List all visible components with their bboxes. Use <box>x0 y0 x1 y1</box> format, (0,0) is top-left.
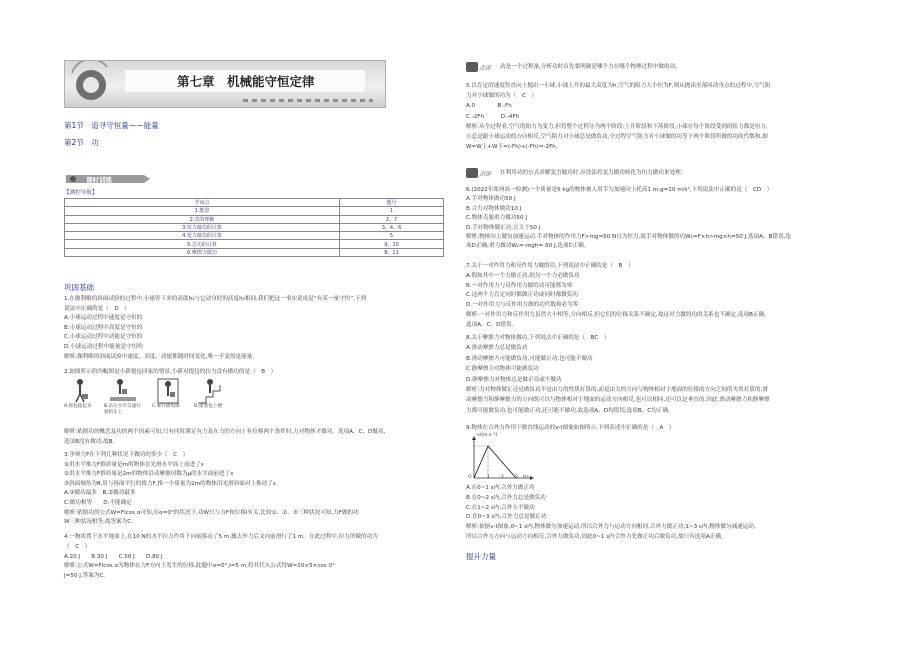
consolidate-heading: 巩固基础 <box>64 283 94 292</box>
course-training-badge <box>64 173 152 185</box>
figure-c-elevator-icon <box>156 378 180 404</box>
nav-header-number: 题号 <box>340 199 444 207</box>
text-line: A.0 B.-Fh <box>466 103 512 110</box>
text-line: ②用水平推力F推质量是2m的物体沿动摩擦因数为μ的水平面前进了s <box>64 471 234 478</box>
note-1: 功是一个过程量,分析功时首先要明确是哪个力在哪个物理过程中做的功。 <box>500 64 681 70</box>
text-line: C.静摩擦力对物体可能做负功 <box>466 366 539 373</box>
dianping-badge-2 <box>466 168 500 178</box>
text-line: 3.争辩力F在下列几种状况下做功的多少（ C ） <box>64 452 189 458</box>
figure-b-caption: B.站在水平匀速行驶的车上 <box>104 404 141 415</box>
course-training-label: 课时训练 <box>86 176 112 184</box>
text-line: 动摩擦力和静摩擦力的方向既可以与物体相对于地面的运动方向相反,也可以相同,还可以是垂直的,因此,滑动摩擦力和静摩擦 <box>466 397 770 404</box>
table-row <box>65 215 444 223</box>
nav-cell: 9、10 <box>340 240 444 248</box>
text-line: B.合力对物体做功10 J <box>466 205 522 212</box>
text-line: 解析:从全过程看,空气的阻力为变力,但将整个过程分为两个阶段:上升阶段和下落阶段,小球在每个阶段受到的阻力都是恒力, <box>466 123 768 130</box>
text-line: C.这两个力肯定同时都做正功或同时都做负功 <box>466 292 578 299</box>
graph-origin: O <box>468 475 472 480</box>
text-line: D.小球运动过程中能量是守恒的 <box>64 344 143 350</box>
dianping-badge-1 <box>466 62 500 72</box>
text-line: 说法中正确的是（ D ） <box>64 305 130 312</box>
nav-cell: 5 <box>340 232 444 240</box>
text-line: C.小球运动过程中动能是守恒的 <box>64 334 143 341</box>
text-line: 解析:伽利略的斜面试验中速度、高度、动能都随时间变化,唯一不变的是能量。 <box>64 353 258 360</box>
table-row <box>65 207 444 215</box>
table-row <box>65 223 444 231</box>
figure-a-person-icon <box>68 378 92 404</box>
text-line: 且总是跟小球运动的方向相反,空气阻力对小球总是做负功,全过程空气阻力对小球做的功等于两个阶段所做的功的代数和,即 <box>466 134 768 140</box>
dianping-label-1: 点评 <box>479 65 492 72</box>
nav-header-topic: 学问点 <box>65 199 340 207</box>
text-line: 解析:公式W=Flcos α为物体在力F方向上发生的位移,此题中α=0°,l=5 m,将其代入公式得W=10×5×cos 0° <box>64 563 335 570</box>
comment-icon <box>466 62 478 72</box>
nav-cell: 3、4、6 <box>340 223 444 231</box>
question-2-figures <box>64 378 244 418</box>
text-line: 8.关于摩擦力对物体做功,下列说法中正确的是（ BC ） <box>466 335 610 341</box>
text-line: C.在1~2 s内,合外力不做功 <box>466 504 535 511</box>
table-row <box>65 232 444 240</box>
text-line: 5.以肯定的速度竖直向上抛出一小球,小球上升的最大高度为h,空气的阻力大小恒为F,则从抛出至落回动身点的过程中,空气阻 <box>466 83 771 89</box>
section-2-title: 第2节 功 <box>64 138 99 147</box>
text-line: 1.在伽利略的斜面试验的过程中,小球停下来的高度h₁与它动身时的高度h₂相同,我们把这一事实说成是“有某一量守恒”,下列 <box>64 296 367 302</box>
table-row <box>65 199 444 207</box>
text-line: 解析:依据功的公式W=Flcos α可知,在α=0°的状况下,功W只与力F和位移l有关,比较①、②、③三种状况可知,力F做的功 <box>64 509 359 516</box>
text-line: A.滑动摩擦力总是做负功 <box>466 345 528 352</box>
nav-table <box>64 198 444 257</box>
graph-tick-3: 3 <box>515 475 518 480</box>
text-line: A.20 J B.30 J C.50 J D.80 J <box>64 553 163 560</box>
text-line: A.假如其中一个力做正功,则另一个力必做负功 <box>466 272 580 279</box>
text-line: 项D正确;重力做功W₂=-mgh=-50 J,选项C正确。 <box>466 243 590 250</box>
chapter-title: 第七章 机械能守恒定律 <box>177 74 315 89</box>
text-line: 解析:依据v-t图象,0~1 s内,物体做匀加速运动,所以合外力与运动方向相同,合外力做正功;1~3 s内,物体做匀减速运动, <box>466 524 756 531</box>
text-line: 力对小球做的功为（ C ） <box>466 93 538 100</box>
text-line: D.在0~3 s内,合外力总是做正功 <box>466 514 547 521</box>
text-line: C.物体克服重力做功50 J <box>466 215 527 222</box>
text-line: B.在0~2 s内,合外力总是做负功 <box>466 494 546 501</box>
figure-d-caption: D.提着包上楼 <box>194 404 222 409</box>
text-line: D.一对作用力与反作用力做的功代数和必为零 <box>466 302 579 309</box>
banner-decor-icon <box>67 61 119 107</box>
chapter-banner <box>64 60 386 108</box>
text-line: 选项A、C、D错误。 <box>466 321 518 328</box>
nav-cell: 5.总功的计算 <box>65 240 340 248</box>
text-line: W三种状况相等,故答案为C。 <box>64 519 137 526</box>
text-line: W=W上+W下=(-Fh)+(-Fh)=-2Fh。 <box>466 144 562 151</box>
question-9-stem: 9.物体在合外力作用下做直线运动的v-t图象如图所示,下列表述中正确的是（ A ） <box>466 425 675 431</box>
nav-label: 【测控导航】 <box>64 190 98 196</box>
graph-tick-2: 2 <box>501 475 504 480</box>
text-line: 7.关于一对作用力和反作用力做的功,下列说法中正确的是（ B ） <box>466 263 634 269</box>
text-line: 解析:力对物体做正还是做负功不是由力的性质打算的,而是由力的方向与物体相对于地面的位移的方向之间的夹角打算的,滑 <box>466 387 768 393</box>
nav-cell: 2.功的理解 <box>65 215 340 223</box>
text-line: ③斜面倾角为θ,用与斜面平行的推力F,推一个质量为2m的物体沿光滑斜面对上推动了s <box>64 480 276 487</box>
nav-cell: 3.恒力做功的计算 <box>65 223 340 231</box>
text-line: 4.一物块置于水平地面上,在10 N的水平拉力作用下向前移动了5 m,撤去外力后又向前滑行了1 m。在此过程中,拉力所做的功为 <box>64 534 378 540</box>
question-2-stem: 2.如图所示的四幅图是小新提包回家的情景,小新对提包的拉力没有做功的是（ B ） <box>64 369 277 375</box>
nav-cell: 8、11 <box>340 248 444 256</box>
text-line: ①用水平推力F推质量是m的物体在光滑水平面上前进了s <box>64 461 204 468</box>
text-line: 解析:依据功的概念及功的两个因素可知,只有同时满足有力及在力的方向上有位移两个条件时,力对物体才做功。选项A、C、D做功, <box>64 429 386 435</box>
nav-cell: 6.摩擦力做功 <box>65 248 340 256</box>
figure-d-stairs-icon <box>198 378 224 404</box>
note-2: 在利用功的公式求解变力做功时,应设法将变力做功转化为恒力做功来处理。 <box>500 170 687 176</box>
improve-heading: 提升力量 <box>466 552 496 561</box>
figure-a-caption: A.将包提起来 <box>64 404 92 409</box>
text-line: 力都可能做负功,也可能做正功,还可能不做功,故选项A、D均错误,选项B、C均正确。 <box>466 407 674 414</box>
text-line: B.一对作用力与反作用力做的功可能都为零 <box>466 282 573 289</box>
figure-c-caption: C.乘升降电梯 <box>152 404 180 409</box>
text-line: （ C ） <box>64 543 91 550</box>
text-line: A.小球运动过程中速度是守恒的 <box>64 315 143 322</box>
comment-icon <box>466 168 478 178</box>
text-line: J=50 J,答案为C。 <box>64 573 109 580</box>
table-row <box>65 248 444 256</box>
text-line: 所以合外力方向与运动方向相反,合外力做负功,因此0~1 s内合外力先做正功后做负功,故只有选项A正确。 <box>466 534 727 540</box>
figure-b-person-icon <box>108 378 138 404</box>
banner-dots <box>243 99 373 102</box>
text-line: A.在0~1 s内,合外力做正功 <box>466 485 535 491</box>
nav-cell: 4.变力做功的计算 <box>65 232 340 240</box>
text-line: B.小球运动过程中高度是守恒的 <box>64 324 143 331</box>
graph-ylabel: v/(m·s⁻¹) <box>477 433 498 438</box>
nav-cell: 1 <box>340 207 444 215</box>
text-line: 选项B没有做功,故B。 <box>64 438 119 445</box>
text-line: C.-2Fh D.-4Fh <box>466 113 520 120</box>
graph-tick-1: 1 <box>487 475 490 480</box>
dianping-label-2: 点评 <box>479 171 492 178</box>
text-line: D.静摩擦力对物体总是做正功或不做功 <box>466 376 562 383</box>
text-line: D.手对物体做正功,且大于50 J <box>466 224 541 231</box>
nav-cell: 2、7 <box>340 215 444 223</box>
text-line: 解析:一对作用力和反作用力虽然大小相等,方向相反,但它们的位移关系不确定,故这对力做的功的关系也不确定,选项B正确, <box>466 312 766 318</box>
text-line: A.③做功最多 B.②做功最多 <box>64 490 136 497</box>
text-line: B.滑动摩擦力可能做负功,可能做正功,也可能不做功 <box>466 355 593 362</box>
section-1-title: 第1节 追寻守恒量——能量 <box>64 121 159 130</box>
text-line: 6.(2022年郑州高一检测)一个质量是5 kg的物体被人用手匀加速向上托高1 m,g=10 m/s²,下列说法中正确的是（ CD ） <box>466 187 773 193</box>
nav-cell: 1.能量 <box>65 207 340 215</box>
text-line: C.做功相等 D.不能确定 <box>64 500 132 506</box>
text-line: A.手对物体做功50 J <box>466 196 516 203</box>
text-line: 解析:物体向上做匀加速运动,手对物体的作用力F>mg=50 N且为恒力,故手对物体做的功W₁=F×h>mg×h=50 J,选项A、B错误,选 <box>466 234 791 240</box>
graph-xlabel: t/s <box>523 475 529 480</box>
table-row <box>65 240 444 248</box>
